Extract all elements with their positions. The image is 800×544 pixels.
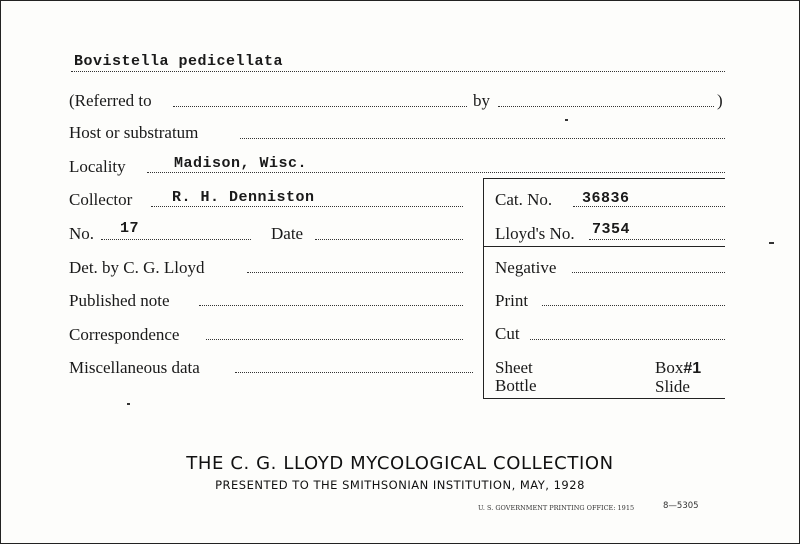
speck-mark	[127, 403, 130, 405]
cat-no-value: 36836	[582, 190, 630, 207]
slide-label: Slide	[655, 377, 690, 396]
date-label: Date	[271, 224, 304, 243]
speck-mark	[769, 242, 774, 244]
collector-line[interactable]	[151, 206, 463, 207]
no-label: No.	[69, 224, 95, 243]
print-label: Print	[495, 291, 529, 310]
lloyds-no-label: Lloyd's No.	[495, 224, 575, 243]
correspondence-label: Correspondence	[69, 325, 180, 344]
box-value: #1	[683, 360, 702, 377]
speck-mark	[565, 119, 568, 121]
lloyds-no-line[interactable]	[589, 239, 725, 240]
by-line[interactable]	[498, 106, 714, 107]
collector-value: R. H. Denniston	[172, 189, 315, 206]
date-line[interactable]	[315, 239, 463, 240]
box-label	[655, 358, 701, 378]
sheet-label: Sheet	[495, 358, 533, 377]
referred-to-label: (Referred to	[69, 91, 152, 110]
published-note-label: Published note	[69, 291, 170, 310]
no-line[interactable]	[101, 239, 251, 240]
species-name: Bovistella pedicellata	[74, 53, 284, 70]
referred-to-line[interactable]	[173, 106, 467, 107]
det-by-line[interactable]	[247, 272, 463, 273]
negative-line[interactable]	[572, 272, 725, 273]
collection-title: THE C. G. LLOYD MYCOLOGICAL COLLECTION	[186, 453, 614, 474]
collector-label: Collector	[69, 190, 133, 209]
box-bottom-border	[483, 398, 725, 399]
det-by-label: Det. by C. G. Lloyd	[69, 258, 205, 277]
misc-data-label: Miscellaneous data	[69, 358, 200, 377]
locality-label: Locality	[69, 157, 126, 176]
box-divider	[483, 246, 725, 247]
cut-label: Cut	[495, 324, 520, 343]
no-value: 17	[120, 220, 140, 237]
host-label: Host or substratum	[69, 123, 199, 142]
cat-no-label: Cat. No.	[495, 190, 553, 209]
cut-line[interactable]	[530, 339, 725, 340]
box-label-text: Box	[655, 358, 684, 377]
box-top-border	[483, 178, 725, 179]
published-note-line[interactable]	[199, 305, 463, 306]
by-label: by	[473, 91, 490, 110]
species-line	[71, 71, 725, 72]
form-number: 8—5305	[663, 501, 699, 511]
locality-value: Madison, Wisc.	[174, 155, 308, 172]
locality-line[interactable]	[147, 172, 725, 173]
lloyds-no-value: 7354	[592, 221, 631, 238]
correspondence-line[interactable]	[206, 339, 463, 340]
print-line[interactable]	[542, 305, 725, 306]
misc-data-line[interactable]	[235, 372, 473, 373]
bottle-label: Bottle	[495, 376, 537, 395]
host-line[interactable]	[240, 138, 725, 139]
close-paren: )	[717, 91, 723, 110]
collection-subtitle: PRESENTED TO THE SMITHSONIAN INSTITUTION, MAY, 1928	[215, 478, 585, 492]
box-left-border	[483, 178, 484, 398]
cat-no-line[interactable]	[573, 206, 725, 207]
negative-label: Negative	[495, 258, 557, 277]
printer-imprint: U. S. GOVERNMENT PRINTING OFFICE: 1915	[478, 504, 635, 512]
